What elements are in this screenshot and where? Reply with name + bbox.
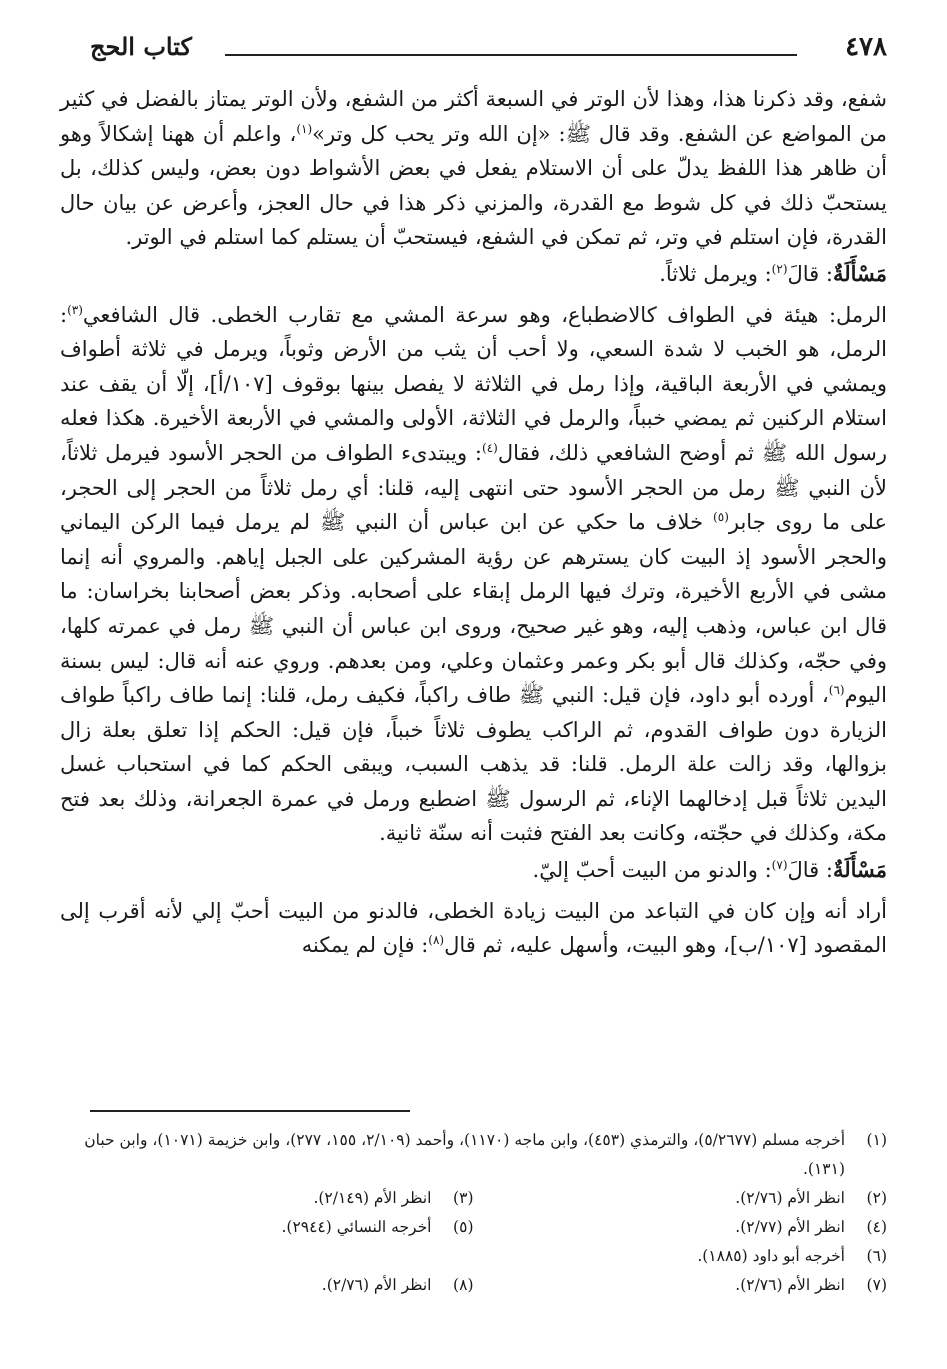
- footnote: (٦) أخرجه أبو داود (١٨٨٥).: [697, 1247, 887, 1265]
- footnote: (٨) انظر الأم (٢/٧٦).: [321, 1276, 474, 1294]
- footnote-ref: (٢): [771, 261, 788, 276]
- footnote-row: [60, 1242, 887, 1271]
- footnote: (٥) أخرجه النسائي (٢٩٤٤).: [281, 1218, 474, 1236]
- header-rule: [225, 54, 797, 56]
- footnote-ref: (٤): [482, 440, 498, 455]
- footnote-ref: (٧): [771, 858, 788, 873]
- footnote: (٣) انظر الأم (٢/١٤٩).: [313, 1189, 474, 1207]
- footnotes: [60, 1126, 887, 1300]
- page-header: [90, 32, 887, 72]
- footnote-row: [60, 1126, 887, 1184]
- footnote: (١) أخرجه مسلم (٥/٢٦٧٧)، والترمذي (٤٥٣)، وابن ماجه (١١٧٠)، وأحمد (٢/١٠٩، ١٥٥، ٢٧٧)، وابن خزيمة (١٠٧١)، وابن حبان (١٣١).: [84, 1131, 887, 1178]
- footnote: (٢) انظر الأم (٢/٧٦).: [735, 1189, 887, 1207]
- paragraph: شفع، وقد ذكرنا هذا، وهذا لأن الوتر في السبعة أكثر من الشفع، ولأن الوتر يمتاز بالفضل في كثير من المواضع عن الشفع. وقد قال ﷺ: «إن الله وتر يحب كل وتر»$^{(١)}$، واعلم أن ههنا إشكالاً وهو أن ظاهر هذا اللفظ يدلّ على أن الاستلام يفعل في بعض الأشواط دون بعض، وليس كذلك، بل يستحبّ ذلك في كل شوط مع القدرة، والمزني ذكر هذا في حال العجز، وأعرض عن بيان حال القدرة، فإن استلم في وتر، ثم تمكن في الشفع، فيستحبّ أن يستلم كما استلم في الوتر.: [60, 87, 887, 250]
- running-title: كتاب الحج: [90, 32, 192, 61]
- masala-label: مَسْأَلَةٌ: [832, 260, 887, 286]
- masala-label: مَسْأَلَةٌ: [832, 857, 887, 883]
- footnote-ref: (٥): [713, 510, 729, 525]
- footnote: (٤) انظر الأم (٢/٧٧).: [735, 1218, 887, 1236]
- main-text: [60, 82, 887, 963]
- paragraph: أراد أنه وإن كان في التباعد من البيت زيادة الخطى، فالدنو من البيت أحبّ إلي لأنه أقرب إلى المقصود [١٠٧/ب]، وهو البيت، وأسهل عليه، ثم قال$^{(٨)}$: فإن لم يمكنه: [60, 898, 887, 958]
- masala-heading: مَسْأَلَةٌ: قالَ$^{(٧)}$: والدنو من البيت أحبّ إليّ.: [532, 857, 887, 883]
- footnote-rule: [90, 1110, 410, 1112]
- footnote-row: [60, 1213, 887, 1242]
- footnote: (٧) انظر الأم (٢/٧٦).: [735, 1276, 887, 1294]
- footnote-ref: (٦): [828, 683, 845, 698]
- paragraph: الرمل: هيئة في الطواف كالاضطباع، وهو سرعة المشي مع تقارب الخطى. قال الشافعي$^{(٣)}$: الرمل، هو الخبب لا شدة السعي، ولا أحب أن يثب من الأرض وثوباً، ويرمل في ثلاثة أطواف ويمشي في الأربعة الباقية، وإذا رمل في الثلاثة لا يفصل بينها بوقوف [١٠٧/أ]، إلّا أن يقف عند استلام الركنين ثم يمضي خبباً، والرمل في الثلاثة، الأولى والمشي في الأربعة الأخيرة. هكذا فعله رسول الله ﷺ ثم أوضح الشافعي ذلك، فقال$^{(٤)}$: ويبتدىء الطواف من الحجر الأسود فيرمل ثلاثاً، لأن النبي ﷺ رمل من الحجر الأسود حتى انتهى إليه، قلنا: أي رمل ثلاثاً من الحجر إلى الحجر، على ما روى جابر$^{(٥)}$ خلاف ما حكي عن ابن عباس أن النبي ﷺ لم يرمل فيما الركن اليماني والحجر الأسود إذ البيت كان يسترهم عن رؤية المشركين على الجبل إياهم. والمروي أنه إنما مشى في الأربع الأخيرة، وترك فيها الرمل إبقاء على أصحابه. وذكر بعض أصحابنا بخراسان: ما قال ابن عباس، وذهب إليه، وهو غير صحيح، وروى ابن عباس أن النبي ﷺ رمل في عمرته كلها، وفي حجّه، وكذلك قال أبو بكر وعمر وعثمان وعلي، ومن بعدهم. وروي عنه أنه قال: ليس بسنة اليوم$^{(٦)}$، أورده أبو داود، فإن قيل: النبي ﷺ طاف راكباً، فكيف رمل، قلنا: إنما طاف راكباً طواف الزيارة دون طواف القدوم، ثم الراكب يطوف ثلاثاً خبباً، فإن قيل: الحكم إذا تعلق بعلة زال بزوالها، وقد زالت علة الرمل. قلنا: قد يذهب السبب، ويبقى الحكم كما في استحباب غسل اليدين ثلاثاً قبل إدخالهما الإناء، ثم الرسول ﷺ اضطبع ورمل في عمرة الجعرانة، وذلك بعد فتح مكة، وكذلك في حجّته، وكانت بعد الفتح فثبت أنه سنّة ثانية.: [60, 302, 887, 846]
- footnote-ref: (٣): [67, 302, 83, 317]
- footnote-ref: (١): [296, 121, 313, 136]
- footnote-ref: (٨): [428, 933, 445, 948]
- footnote-row: [60, 1184, 887, 1213]
- page-number: ٤٧٨: [845, 32, 887, 62]
- masala-heading: مَسْأَلَةٌ: قالَ$^{(٢)}$: ويرمل ثلاثاً.: [659, 260, 887, 286]
- footnote-row: [60, 1271, 887, 1300]
